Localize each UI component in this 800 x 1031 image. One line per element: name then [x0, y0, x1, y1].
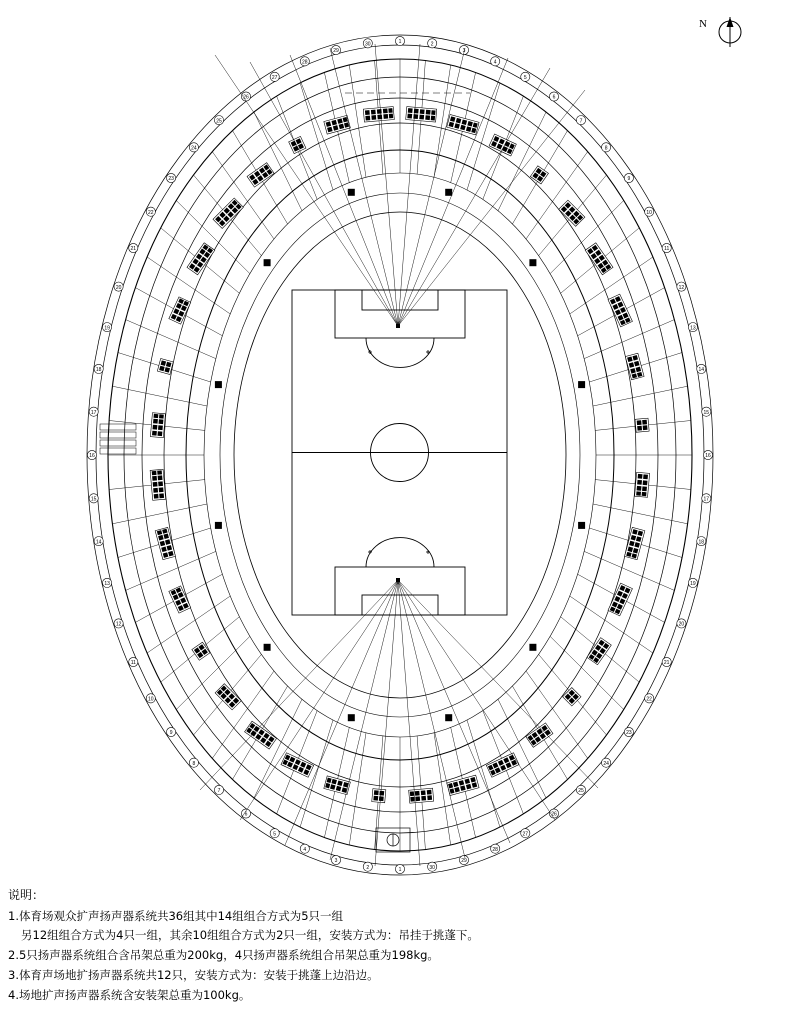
svg-text:2: 2 — [366, 864, 370, 871]
svg-text:16: 16 — [705, 453, 711, 460]
svg-text:23: 23 — [626, 730, 632, 737]
svg-text:18: 18 — [95, 367, 102, 374]
svg-text:7: 7 — [579, 118, 583, 125]
svg-text:20: 20 — [678, 621, 685, 628]
svg-text:21: 21 — [130, 246, 137, 253]
svg-text:19: 19 — [690, 581, 696, 588]
svg-text:18: 18 — [698, 539, 705, 546]
svg-text:14: 14 — [698, 367, 705, 374]
legend-block-left — [100, 424, 136, 454]
svg-text:8: 8 — [604, 145, 608, 152]
svg-text:26: 26 — [551, 811, 557, 818]
svg-text:10: 10 — [148, 696, 154, 703]
equipment-room — [376, 828, 410, 852]
svg-text:22: 22 — [148, 209, 154, 216]
svg-text:24: 24 — [191, 145, 197, 152]
svg-text:13: 13 — [104, 581, 110, 588]
svg-text:13: 13 — [690, 325, 696, 332]
svg-text:23: 23 — [168, 176, 174, 183]
svg-text:17: 17 — [703, 496, 710, 503]
svg-text:20: 20 — [115, 284, 122, 291]
svg-text:28: 28 — [302, 59, 308, 66]
north-label: N — [699, 18, 707, 30]
svg-text:24: 24 — [603, 760, 609, 767]
notes-title: 说明： — [8, 888, 45, 902]
svg-text:1: 1 — [398, 867, 402, 874]
svg-text:11: 11 — [664, 246, 670, 253]
football-pitch — [292, 290, 507, 615]
speaker-cluster-symbols — [150, 107, 650, 804]
svg-text:4: 4 — [493, 59, 497, 66]
svg-text:30: 30 — [365, 41, 371, 48]
note-line-3: 2.5只扬声器系统组合含吊架总重为200kg，4只扬声器系统组合吊架总重为198kg。 — [8, 948, 439, 963]
svg-text:3: 3 — [462, 48, 466, 55]
svg-text:15: 15 — [90, 496, 97, 503]
svg-text:30: 30 — [429, 864, 435, 871]
svg-text:26: 26 — [243, 94, 249, 101]
svg-text:3: 3 — [334, 858, 338, 865]
svg-text:19: 19 — [104, 325, 110, 332]
svg-text:27: 27 — [522, 831, 529, 838]
note-line-1: 1.体育场观众扩声扬声器系统共36组其中14组组合方式为5只一组 — [8, 908, 344, 923]
svg-text:4: 4 — [303, 846, 307, 853]
svg-text:2: 2 — [430, 41, 434, 48]
svg-text:7: 7 — [217, 788, 221, 795]
svg-text:29: 29 — [333, 48, 339, 55]
svg-text:22: 22 — [646, 696, 652, 703]
notes-block — [8, 885, 788, 1005]
svg-text:29: 29 — [461, 858, 467, 865]
svg-text:25: 25 — [216, 118, 222, 125]
note-line-4: 3.体育声场地扩扬声器系统共12只，安装方式为：安装于挑蓬上边沿边。 — [8, 967, 379, 982]
svg-text:6: 6 — [244, 811, 248, 818]
svg-text:5: 5 — [523, 75, 527, 81]
svg-text:15: 15 — [703, 409, 710, 416]
svg-text:1: 1 — [398, 39, 402, 46]
svg-text:17: 17 — [90, 409, 97, 416]
svg-text:25: 25 — [578, 788, 584, 795]
svg-text:10: 10 — [646, 209, 652, 216]
svg-text:5: 5 — [273, 831, 277, 838]
svg-text:27: 27 — [271, 75, 278, 81]
svg-text:8: 8 — [192, 760, 196, 767]
svg-text:21: 21 — [663, 660, 670, 667]
note-line-5: 4.场地扩声扬声器系统含安装架总重为100kg。 — [8, 987, 251, 1002]
svg-text:28: 28 — [492, 846, 498, 853]
svg-text:9: 9 — [169, 730, 173, 737]
svg-text:9: 9 — [627, 176, 631, 183]
svg-text:16: 16 — [89, 453, 95, 460]
svg-text:12: 12 — [678, 284, 685, 291]
svg-text:14: 14 — [95, 539, 102, 546]
svg-text:6: 6 — [552, 94, 556, 101]
svg-text:12: 12 — [115, 621, 122, 628]
svg-text:11: 11 — [130, 660, 136, 667]
seating-section-dividers — [108, 59, 692, 851]
note-line-2: 另12组组合方式为4只一组，其余10组组合方式为2只一组，安装方式为：吊挂于挑蓬下。 — [21, 928, 479, 943]
